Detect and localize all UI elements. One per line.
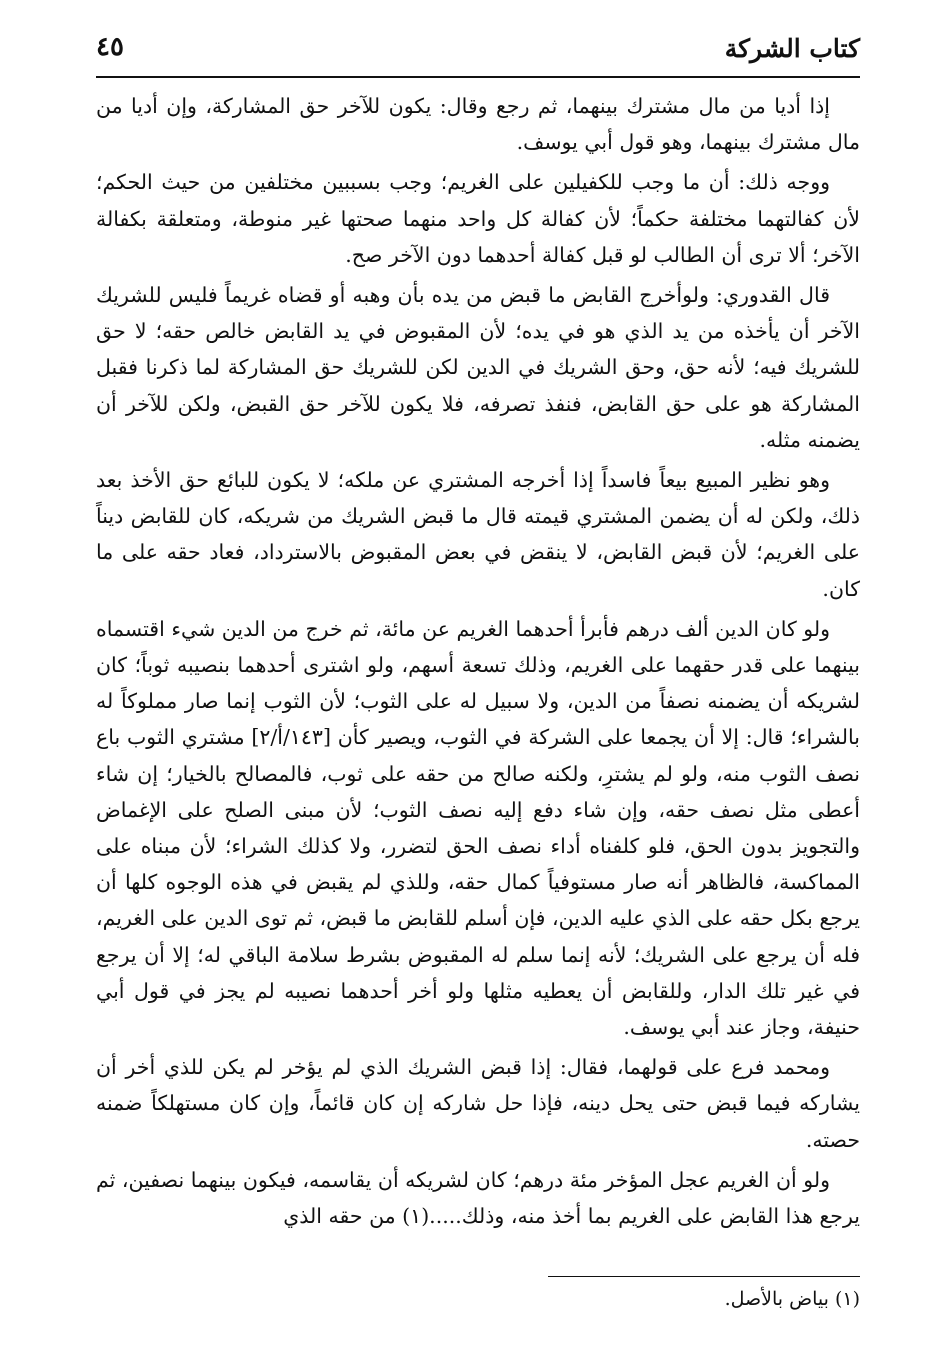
book-title: كتاب الشركة xyxy=(724,34,860,63)
paragraph: ووجه ذلك: أن ما وجب للكفيلين على الغريم؛ وجب بسببين مختلفين من حيث الحكم؛ لأن كفالتهما مختلفة حكماً؛ لأن كفالة كل واحد منهما صحتها غير منوطة، ومتعلقة بكفالة الآخر؛ ألا ترى أن الطالب لو قبل كفالة أحدهما دون الآخر صح. xyxy=(96,170,860,267)
paragraph: إذا أديا من مال مشترك بينهما، ثم رجع وقال: يكون للآخر حق المشاركة، وإن أديا من مال مشترك بينهما، وهو قول أبي يوسف. xyxy=(96,94,860,155)
main-text xyxy=(96,88,860,1238)
paragraph: ومحمد فرع على قولهما، فقال: إذا قبض الشريك الذي لم يؤخر لم يكن للذي أخر أن يشاركه فيما قبض حتى يحل دينه، فإذا حل شاركه إن كان قائماً، وإن كان مستهلكاً ضمنه حصته. xyxy=(96,1055,860,1152)
paragraph: وهو نظير المبيع بيعاً فاسداً إذا أخرجه المشتري عن ملكه؛ لا يكون للبائع حق الأخذ بعد ذلك، ولكن له أن يضمن المشتري قيمته قال ما قبض الشريك من شريكه، كان للقابض ديناً على الغريم؛ لأن قبض القابض، لا ينقض في بعض المقبوض بالاسترداد، فعاد حقه على ما كان. xyxy=(96,468,860,601)
footnote: (١) بياض بالأصل. xyxy=(724,1288,860,1310)
header-divider xyxy=(96,76,860,78)
paragraph: ولو أن الغريم عجل المؤخر مئة درهم؛ كان لشريكه أن يقاسمه، فيكون بينهما نصفين، ثم يرجع هذا القابض على الغريم بما أخذ منه، وذلك.....(١) من حقه الذي xyxy=(96,1167,860,1229)
paragraph: ولو كان الدين ألف درهم فأبرأ أحدهما الغريم عن مائة، ثم خرج من الدين شيء اقتسماه بينهما على قدر حقهما على الغريم، وذلك تسعة أسهم، ولو اشترى أحدهما بنصيبه ثوباً؛ كان لشريكه أن يضمنه نصفاً من الدين، ولا سبيل له على الثوب؛ لأن الثوب إنما صار مملوكاً له بالشراء؛ قال: إلا أن يجمعا على الشركة في الثوب، ويصير كأن [١٤٣/أ/٢] مشتري الثوب باع نصف الثوب منه، ولو لم يشترِ، ولكنه صالح من حقه على ثوب، فالمصالح بالخيار؛ إن شاء أعطى مثل نصف حقه، وإن شاء دفع إليه نصف الثوب؛ لأن مبنى الصلح على الإغماض والتجويز بدون الحق، فلو كلفناه أداء نصف الحق لتضرر، ولا كذلك الشراء؛ لأن مبناه على المماكسة، فالظاهر أنه صار مستوفياً كمال حقه، وللذي لم يقبض في هذه الوجوه كلها أن يرجع بكل حقه على الذي عليه الدين، فإن أسلم للقابض ما قبض، ثم توى الدين على الغريم، فله أن يرجع على الشريك؛ لأنه إنما سلم له المقبوض بشرط سلامة الباقي له؛ إلا أن يرجع في غير تلك الدار، وللقابض أن يعطيه مثلها ولو أخر أحدهما نصيبه لم يجز في قول أبي حنيفة، وجاز عند أبي يوسف. xyxy=(96,616,861,1040)
footnote-divider xyxy=(548,1276,860,1277)
page-number: ٤٥ xyxy=(96,32,124,62)
paragraph: قال القدوري: ولوأخرج القابض ما قبض من يده بأن وهبه أو قضاه غريماً فليس للشريك الآخر أن يأخذه من يد الذي هو في يده؛ لأن المقبوض في يد القابض خالص حقه؛ لا حق للشريك فيه؛ لأنه حق، وحق الشريك في الدين لكن للشريك حق المشاركة لما ذكرنا فقبل المشاركة هو على حق القابض، فنفذ تصرفه، فلا يكون للآخر حق القبض، ولكن للآخر أن يضمنه مثله. xyxy=(96,283,860,452)
page-header xyxy=(96,26,860,72)
footnotes xyxy=(96,1284,860,1314)
